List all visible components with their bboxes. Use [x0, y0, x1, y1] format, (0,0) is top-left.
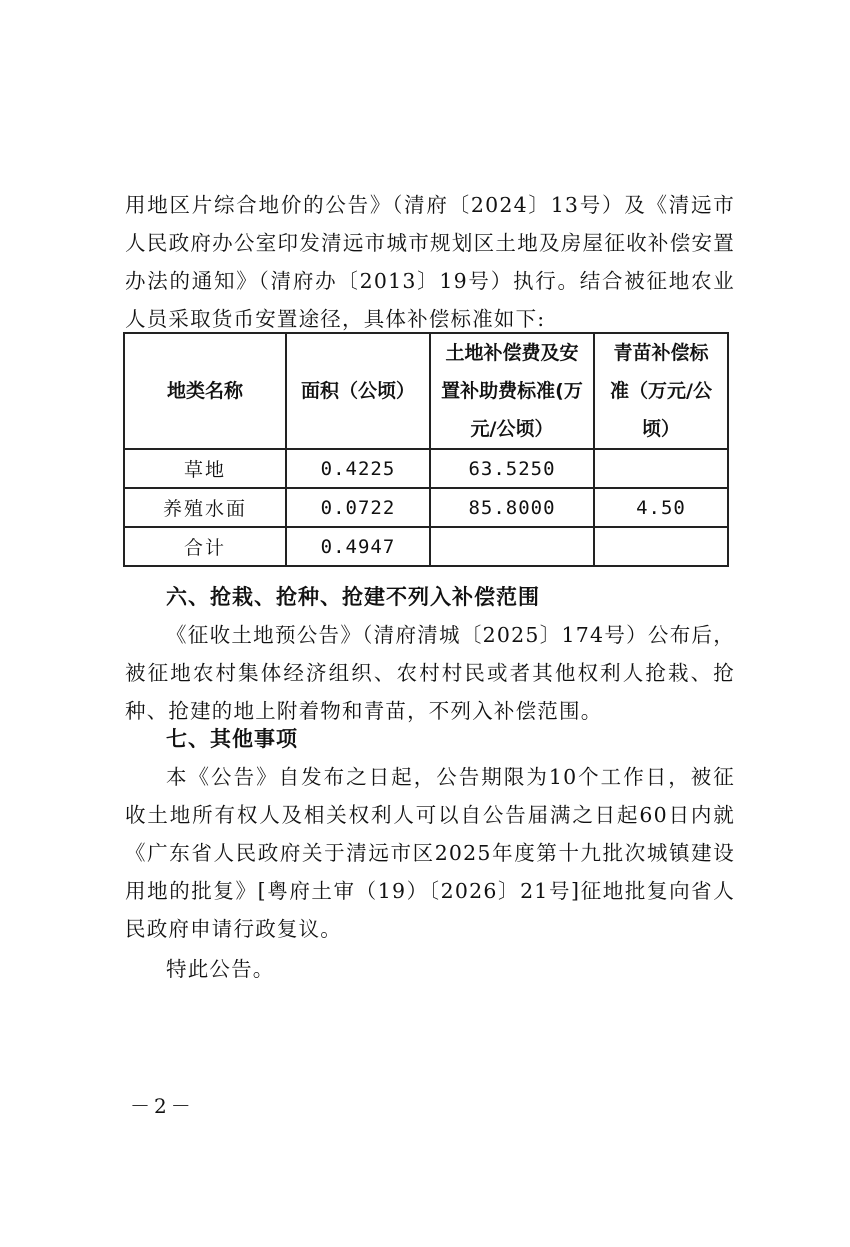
cell-name: 合计: [124, 527, 286, 566]
intro-paragraph: 用地区片综合地价的公告》（清府〔2024〕13号）及《清远市人民政府办公室印发清远市城市规划区土地及房屋征收补偿安置办法的通知》（清府办〔2013〕19号）执行。结合被征地农业人员采取货币安置途径，具体补偿标准如下:: [125, 193, 735, 331]
table-row: [124, 488, 728, 527]
table-header-row: [124, 333, 728, 449]
closing-text: 特此公告。: [166, 957, 275, 981]
header-area: 面积（公顷）: [286, 333, 430, 449]
cell-land-fee: 85.8000: [430, 488, 594, 527]
cell-crop-fee: 4.50: [594, 488, 728, 527]
table-row-total: [124, 527, 728, 566]
table-row: [124, 449, 728, 488]
header-land-type: 地类名称: [124, 333, 286, 449]
section6-heading: 六、抢栽、抢种、抢建不列入补偿范围: [166, 585, 540, 609]
cell-name: 养殖水面: [124, 488, 286, 527]
header-land-fee: 土地补偿费及安置补助费标准(万元/公顷）: [430, 333, 594, 449]
page-number: －2－: [130, 1094, 195, 1118]
section7-body: 本《公告》自发布之日起，公告期限为10个工作日，被征收土地所有权人及相关权利人可以自公告届满之日起60日内就《广东省人民政府关于清远市区2025年度第十九批次城镇建设用地的批复》[粤府土审（19）〔2026〕21号]征地批复向省人民政府申请行政复议。: [125, 765, 735, 941]
cell-crop-fee: [594, 449, 728, 488]
compensation-table: [123, 332, 729, 567]
cell-land-fee: 63.5250: [430, 449, 594, 488]
cell-area: 0.0722: [286, 488, 430, 527]
cell-land-fee: [430, 527, 594, 566]
section7-heading: 七、其他事项: [166, 727, 298, 751]
header-crop-fee: 青苗补偿标准（万元/公顷）: [594, 333, 728, 449]
cell-name: 草地: [124, 449, 286, 488]
cell-area: 0.4225: [286, 449, 430, 488]
cell-area: 0.4947: [286, 527, 430, 566]
section6-body: 《征收土地预公告》（清府清城〔2025〕174号）公布后，被征地农村集体经济组织、农村村民或者其他权利人抢栽、抢种、抢建的地上附着物和青苗，不列入补偿范围。: [125, 623, 735, 723]
cell-crop-fee: [594, 527, 728, 566]
